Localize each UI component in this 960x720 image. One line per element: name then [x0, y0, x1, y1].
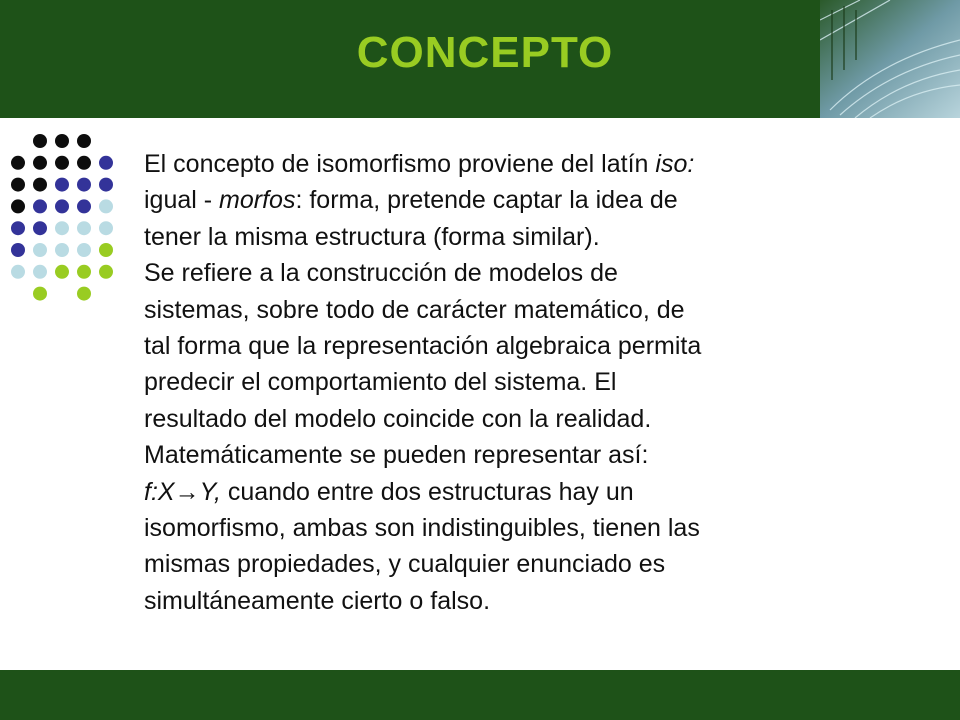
- decorative-dot: [11, 221, 25, 235]
- body-line: [144, 437, 864, 473]
- body-line: [144, 328, 864, 364]
- decorative-dot: [33, 199, 47, 213]
- decorative-dot: [99, 221, 113, 235]
- decorative-dot: [11, 178, 25, 192]
- body-line: [144, 510, 864, 546]
- decorative-dot: [99, 265, 113, 279]
- decorative-dot: [55, 178, 69, 192]
- decorative-dot: [99, 178, 113, 192]
- body-paragraph: [144, 146, 864, 619]
- decorative-dot: [99, 156, 113, 170]
- body-text-run: predecir el comportamiento del sistema. El: [144, 368, 617, 397]
- decorative-dot: [11, 156, 25, 170]
- body-italic-term: iso:: [655, 150, 695, 178]
- decorative-dot: [55, 243, 69, 257]
- footer-bar: [0, 670, 960, 720]
- body-text-run: isomorfismo, ambas son indistinguibles, tienen las: [144, 514, 700, 543]
- decorative-dot: [99, 199, 113, 213]
- body-text-run: resultado del modelo coincide con la realidad.: [144, 404, 652, 433]
- body-line: [144, 146, 864, 182]
- decorative-dot: [33, 221, 47, 235]
- body-text-run: tal forma que la representación algebraica permita: [144, 332, 702, 361]
- decorative-dot: [33, 243, 47, 257]
- decorative-dot: [77, 199, 91, 213]
- decorative-dot: [55, 221, 69, 235]
- body-italic-term: morfos: [219, 186, 296, 215]
- decorative-dot-grid: [0, 0, 130, 320]
- body-line: [144, 546, 864, 582]
- body-text-run: cuando entre dos estructuras hay un: [220, 477, 634, 506]
- header-photo: [820, 0, 960, 118]
- decorative-dot: [99, 243, 113, 257]
- decorative-dot: [33, 156, 47, 170]
- decorative-dot: [77, 287, 91, 301]
- body-text-run: Matemáticamente se pueden representar así:: [144, 441, 649, 470]
- body-text-run: simultáneamente cierto o falso.: [144, 586, 491, 615]
- body-line: [144, 182, 864, 218]
- decorative-dot: [77, 243, 91, 257]
- decorative-dot: [77, 178, 91, 192]
- slide-title: CONCEPTO: [356, 28, 614, 77]
- decorative-dot: [33, 287, 47, 301]
- body-text-run: tener la misma estructura (forma similar).: [144, 222, 600, 251]
- decorative-dot: [77, 265, 91, 279]
- body-text-run: igual -: [144, 186, 220, 215]
- decorative-dot: [11, 243, 25, 257]
- body-line: [144, 292, 864, 328]
- decorative-dot: [33, 134, 47, 148]
- decorative-dot: [11, 199, 25, 213]
- body-italic-term: f:X→Y,: [144, 477, 221, 506]
- decorative-dot: [55, 199, 69, 213]
- body-text-run: El concepto de isomorfismo proviene del latín: [144, 150, 656, 178]
- body-line: [144, 219, 864, 255]
- body-line: [144, 255, 864, 291]
- body-text-run: sistemas, sobre todo de carácter matemático, de: [144, 295, 685, 324]
- body-line: [144, 583, 864, 619]
- decorative-dot: [11, 265, 25, 279]
- decorative-dot: [33, 178, 47, 192]
- body-line: [144, 364, 864, 400]
- decorative-dot: [55, 156, 69, 170]
- body-text-run: : forma, pretende captar la idea de: [295, 186, 678, 215]
- body-line: [144, 474, 864, 510]
- body-text-run: Se refiere a la construcción de modelos de: [144, 259, 618, 288]
- body-line: [144, 401, 864, 437]
- decorative-dot: [33, 265, 47, 279]
- body-text-run: mismas propiedades, y cualquier enunciado es: [144, 550, 666, 579]
- decorative-dot: [77, 156, 91, 170]
- decorative-dot: [55, 265, 69, 279]
- decorative-dot: [77, 134, 91, 148]
- decorative-dot: [55, 134, 69, 148]
- decorative-dot: [77, 221, 91, 235]
